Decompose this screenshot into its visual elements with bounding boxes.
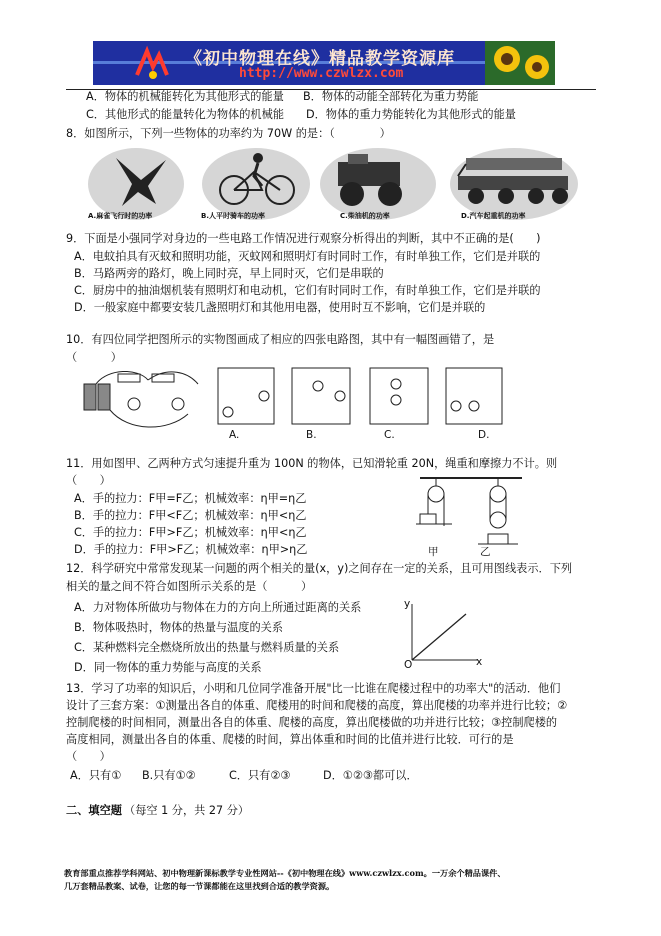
q9-option-d: D．一般家庭中都要安装几盏照明灯和其他用电器，使用时互不影响，它们是并联的 xyxy=(74,301,486,314)
q8-stem: 8．如图所示，下列一些物体的功率约为 70W 的是：（ ） xyxy=(66,127,391,140)
q11-pulley-figure xyxy=(412,474,528,552)
q11-fig-label-yi: 乙 xyxy=(480,546,491,558)
q13-option-b: B.只有①② xyxy=(142,769,196,782)
q13-line-3: 控制爬楼的时间相同，测量出各自的体重、爬楼的高度，算出爬楼做的功并进行比较；③控制爬楼的 xyxy=(66,716,558,729)
q7-option-a: A．物体的机械能转化为其他形式的能量 xyxy=(86,90,284,103)
q8-caption-b: B.人平时骑车的功率 xyxy=(201,212,265,220)
q13-line-5: （ ） xyxy=(66,750,111,763)
q9-option-b: B．马路两旁的路灯，晚上同时亮，早上同时灭，它们是串联的 xyxy=(74,267,384,280)
q12-graph xyxy=(404,600,484,666)
sunflower-icon xyxy=(485,41,555,85)
q11-option-d: D．手的拉力：F甲>F乙；机械效率：η甲>η乙 xyxy=(74,543,308,556)
q7-option-d: D．物体的重力势能转化为其他形式的能量 xyxy=(306,108,516,121)
q11-option-c: C．手的拉力：F甲>F乙；机械效率：η甲<η乙 xyxy=(74,526,307,539)
site-banner xyxy=(93,41,555,85)
q11-stem: 11．用如图甲、乙两种方式匀速提升重为 100N 的物体，已知滑轮重 20N，绳重和摩擦力不计。则 xyxy=(66,457,558,470)
q10-line-2: （ ） xyxy=(66,351,122,364)
q8-caption-c: C.柴油机的功率 xyxy=(340,212,390,220)
q8-caption-d: D.汽车起重机的功率 xyxy=(461,212,526,220)
q13-option-d: D．①②③都可以． xyxy=(323,769,418,782)
q11-option-a: A．手的拉力：F甲=F乙；机械效率：η甲=η乙 xyxy=(74,492,307,505)
section-note: （每空 1 分，共 27 分） xyxy=(124,804,250,817)
q10-label-d: D. xyxy=(478,429,490,441)
q9-stem: 9．下面是小强同学对身边的一些电路工作情况进行观察分析得出的判断，其中不正确的是( ) xyxy=(66,232,541,245)
q11-fig-label-jia: 甲 xyxy=(428,546,439,558)
q8-caption-a: A.麻雀飞行时的功率 xyxy=(88,212,153,220)
q10-label-c: C. xyxy=(384,429,395,441)
q10-label-b: B. xyxy=(306,429,317,441)
q10-circuit-figure xyxy=(78,362,528,442)
q12-axis-x: x xyxy=(476,656,483,668)
q12-line-2: 相关的量之间不符合如图所示关系的是（ ） xyxy=(66,580,313,593)
q12-line-1: 12．科学研究中常常发现某一问题的两个相关的量(x，y)之间存在一定的关系，且可用图线表示．下列 xyxy=(66,562,573,575)
site-logo-icon xyxy=(133,45,173,81)
q10-label-a: A. xyxy=(229,429,240,441)
q12-option-d: D．同一物体的重力势能与高度的关系 xyxy=(74,661,262,674)
q11-stem-2: （ ） xyxy=(66,474,111,487)
q7-option-b: B．物体的动能全部转化为重力势能 xyxy=(303,90,479,103)
q13-option-c: C．只有②③ xyxy=(229,769,291,782)
q9-option-a: A．电蚊拍具有灭蚊和照明功能，灭蚊网和照明灯有时同时工作，有时单独工作，它们是并联的 xyxy=(74,250,541,263)
q7-option-c: C．其他形式的能量转化为物体的机械能 xyxy=(86,108,285,121)
q12-option-c: C．某种燃料完全燃烧所放出的热量与燃料质量的关系 xyxy=(74,641,340,654)
banner-title: 《初中物理在线》精品教学资源库 xyxy=(185,49,455,69)
q13-line-2: 设计了三套方案：①测量出各自的体重、爬楼用的时间和爬楼的高度，算出爬楼的功率并进行比较；② xyxy=(66,699,568,712)
q13-line-4: 高度相同，测量出各自的体重、爬楼的时间，算出体重和时间的比值并进行比较．可行的是 xyxy=(66,733,514,746)
q13-option-a: A．只有① xyxy=(70,769,122,782)
q12-option-b: B．物体吸热时，物体的热量与温度的关系 xyxy=(74,621,284,634)
footer-line-2: 几万套精品教案、试卷，让您的每一节课都能在这里找到合适的教学资源。 xyxy=(64,881,335,891)
footer-line-1: 教育部重点推荐学科网站、初中物理新课标教学专业性网站--《初中物理在线》www.czwlzx.com。一万余个精品课件、 xyxy=(64,868,506,878)
q9-option-c: C．厨房中的抽油烟机装有照明灯和电动机，它们有时同时工作，有时单独工作，它们是并联的 xyxy=(74,284,541,297)
q12-option-a: A．力对物体所做功与物体在力的方向上所通过距离的关系 xyxy=(74,601,362,614)
q12-origin: O xyxy=(404,659,413,671)
banner-url[interactable]: http://www.czwlzx.com xyxy=(239,66,404,81)
q12-axis-y: y xyxy=(404,598,411,610)
q13-line-1: 13．学习了功率的知识后，小明和几位同学准备开展"比一比谁在爬楼过程中的功率大"的活动．他们 xyxy=(66,682,561,695)
q11-option-b: B．手的拉力：F甲<F乙；机械效率：η甲<η乙 xyxy=(74,509,307,522)
section-title: 二、填空题 xyxy=(66,804,122,817)
q10-line-1: 10．有四位同学把图所示的实物图画成了相应的四张电路图，其中有一幅图画错了，是 xyxy=(66,333,495,346)
